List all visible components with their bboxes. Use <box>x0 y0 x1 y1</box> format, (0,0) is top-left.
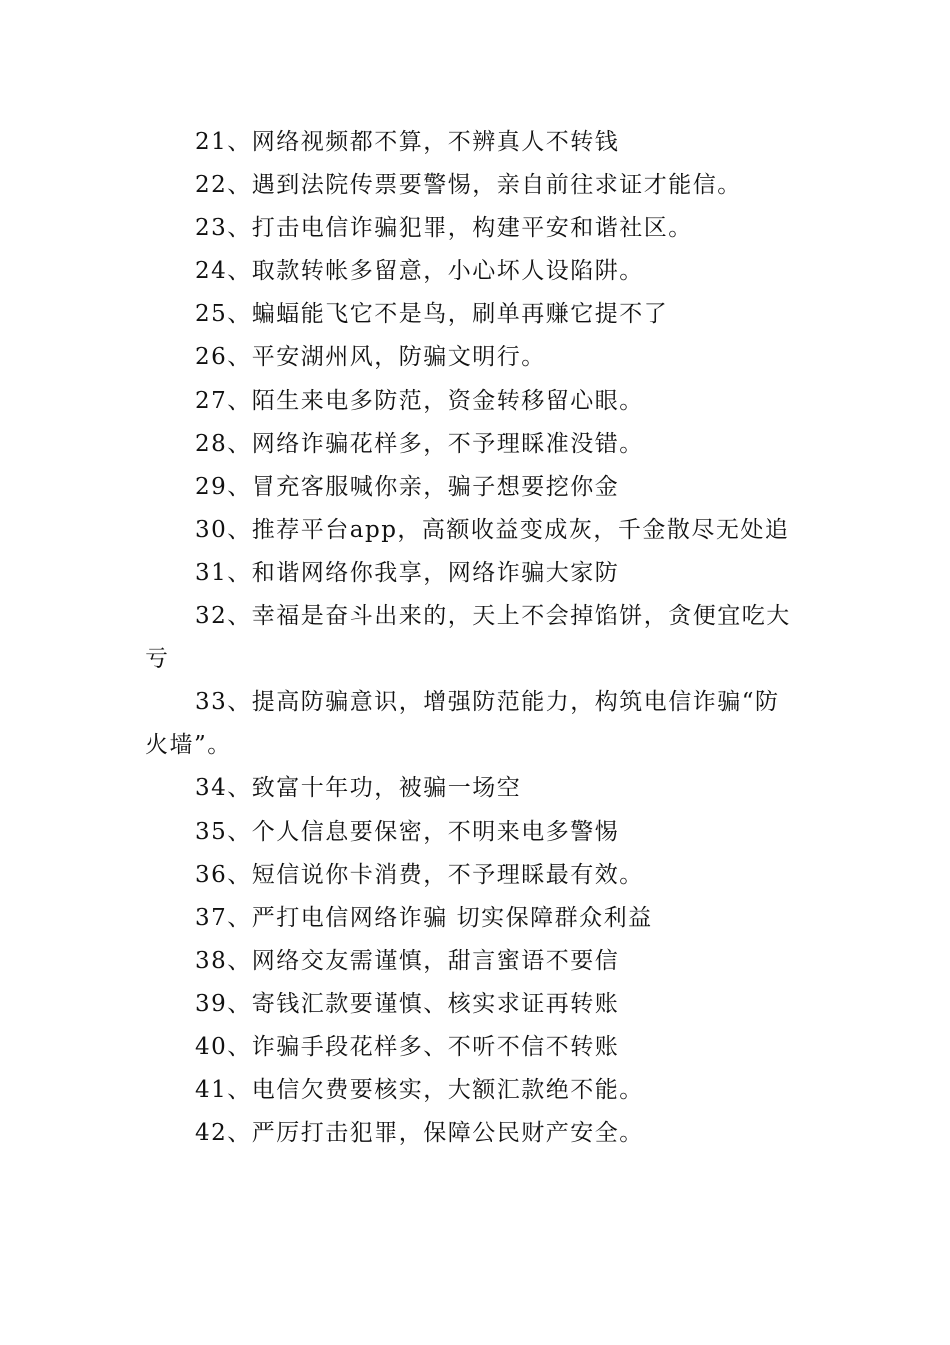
slogan-line: 36、短信说你卡消费，不予理睬最有效。 <box>195 861 644 888</box>
slogan-line: 21、网络视频都不算，不辨真人不转钱 <box>195 129 620 155</box>
slogan-line: 23、打击电信诈骗犯罪，构建平安和谐社区。 <box>195 215 693 242</box>
slogan-line: 29、冒充客服喊你亲，骗子想要挖你金 <box>195 473 620 500</box>
slogan-line: 41、电信欠费要核实，大额汇款绝不能。 <box>195 1077 644 1104</box>
slogan-line: 27、陌生来电多防范，资金转移留心眼。 <box>195 387 644 414</box>
slogan-line: 26、平安湖州风，防骗文明行。 <box>195 344 546 371</box>
slogan-line: 22、遇到法院传票要警惕，亲自前往求证才能信。 <box>195 172 742 199</box>
slogan-line: 39、寄钱汇款要谨慎、核实求证再转账 <box>195 990 620 1017</box>
slogan-line: 42、严厉打击犯罪，保障公民财产安全。 <box>195 1120 644 1147</box>
slogan-line: 35、个人信息要保密，不明来电多警惕 <box>195 818 620 845</box>
slogan-line: 40、诈骗手段花样多、不听不信不转账 <box>195 1033 620 1060</box>
slogan-line: 33、提高防骗意识，增强防范能力，构筑电信诈骗“防火墙”。 <box>145 689 780 759</box>
slogan-line: 38、网络交友需谨慎，甜言蜜语不要信 <box>195 947 620 974</box>
slogan-line: 37、严打电信网络诈骗 切实保障群众利益 <box>195 904 653 931</box>
slogan-line: 28、网络诈骗花样多，不予理睬准没错。 <box>195 430 644 457</box>
slogan-list <box>145 121 795 1155</box>
slogan-line: 25、蝙蝠能飞它不是鸟，刷单再赚它提不了 <box>195 301 669 328</box>
slogan-line: 30、推荐平台app，高额收益变成灰，千金散尽无处追 <box>195 516 790 543</box>
slogan-line: 32、幸福是奋斗出来的，天上不会掉馅饼，贪便宜吃大亏 <box>145 603 791 673</box>
slogan-line: 31、和谐网络你我享，网络诈骗大家防 <box>195 559 620 586</box>
slogan-line: 24、取款转帐多留意，小心坏人设陷阱。 <box>195 258 644 285</box>
slogan-line: 34、致富十年功，被骗一场空 <box>195 775 522 802</box>
